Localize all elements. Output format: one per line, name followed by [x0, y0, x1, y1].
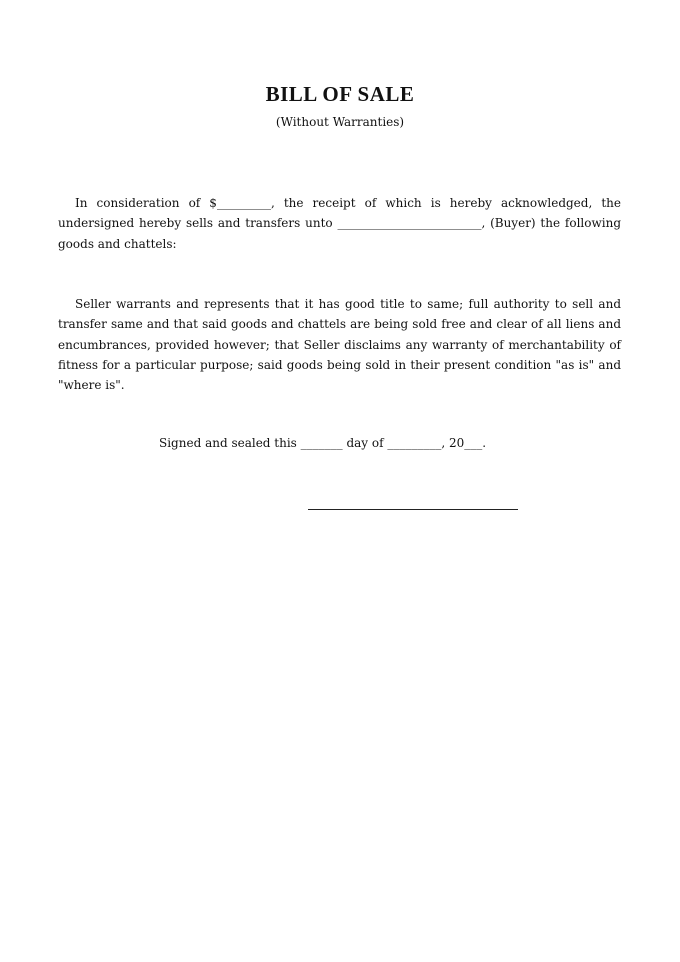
signature-line	[308, 509, 518, 510]
document-subtitle: (Without Warranties)	[275, 115, 405, 129]
document-title: BILL OF SALE	[265, 82, 415, 106]
consideration-paragraph: In consideration of $_________, the receipt of which is hereby acknowledged, the undersigned hereby sells and transfers unto ________________________, (Buyer) the following goods and chattels:	[58, 196, 621, 251]
signed-sealed-line: Signed and sealed this _______ day of _________, 20___.	[159, 436, 487, 450]
warranty-paragraph: Seller warrants and represents that it has good title to same; full authority to sell and transfer same and that said goods and chattels are being sold free and clear of all liens and encumbrances, provided however; that Seller disclaims any warranty of merchantability of fitness for a particular purpose; said goods being sold in their present condition "as is" and "where is".	[58, 297, 621, 393]
